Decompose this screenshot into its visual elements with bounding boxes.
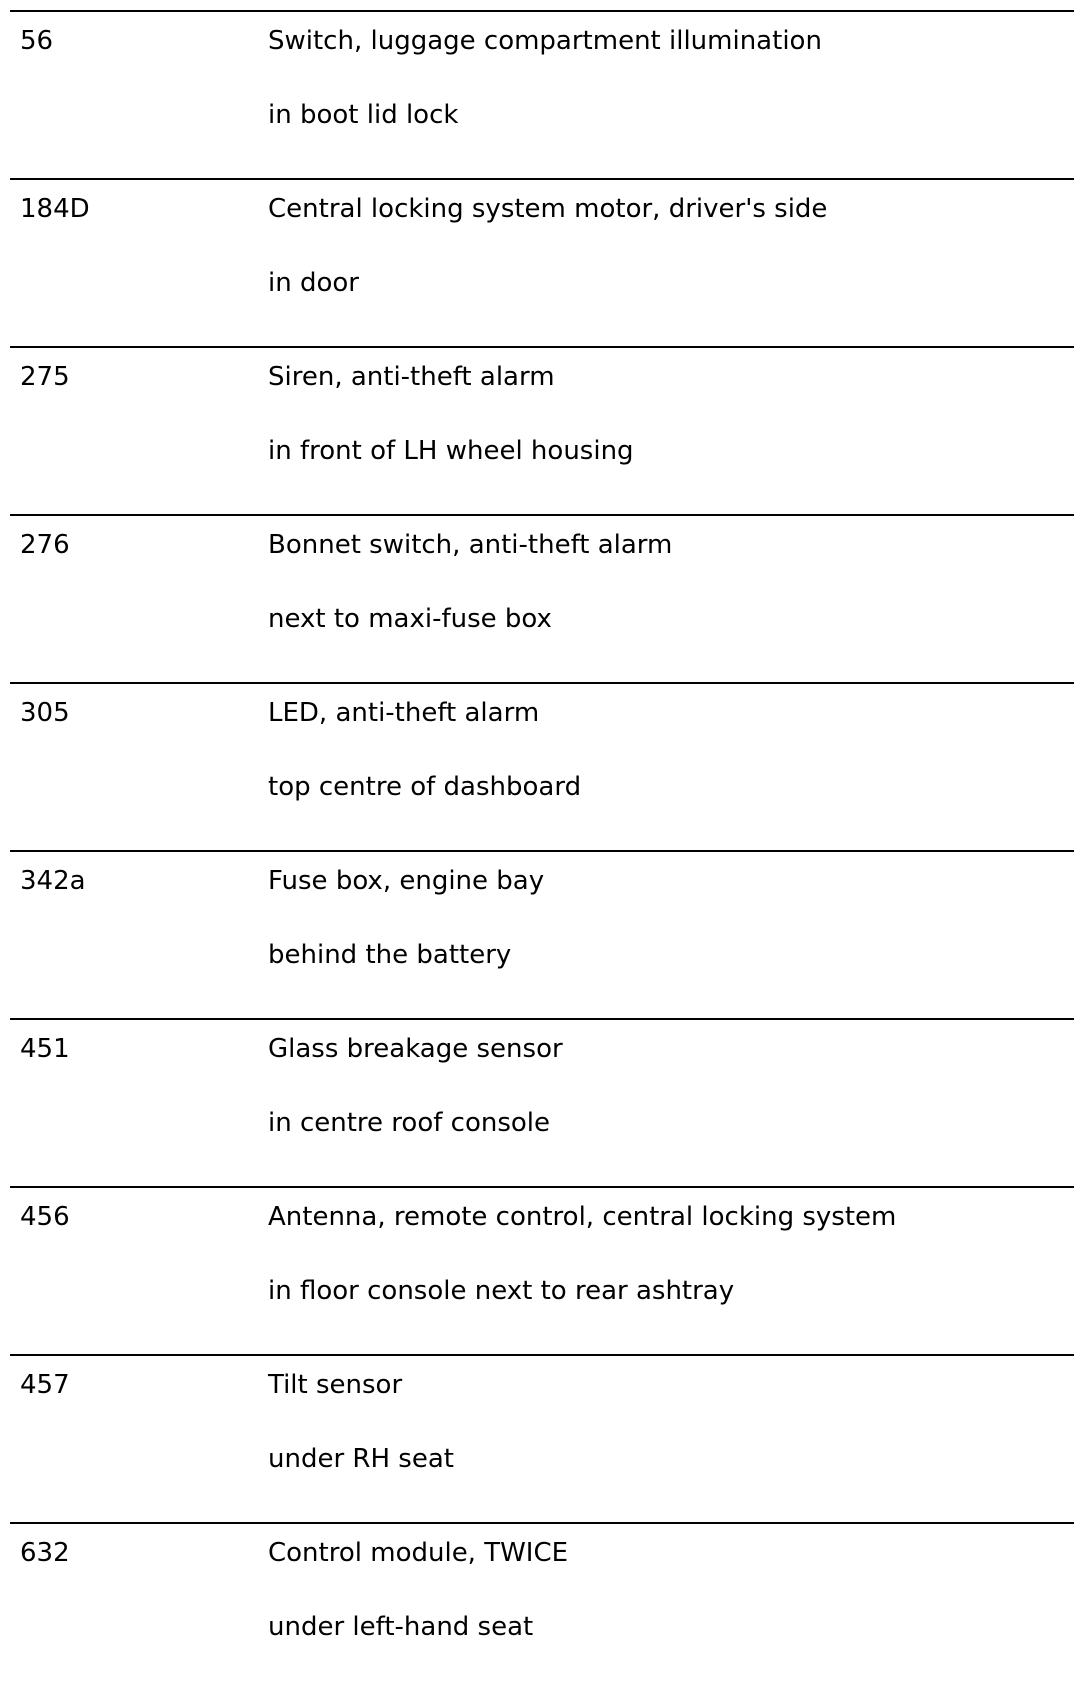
- component-name: Glass breakage sensor: [268, 1034, 563, 1064]
- component-location: in door: [268, 268, 359, 298]
- component-row: [10, 514, 1074, 682]
- component-number: 457: [20, 1370, 70, 1400]
- component-name: Bonnet switch, anti-theft alarm: [268, 530, 673, 560]
- component-row: [10, 1186, 1074, 1354]
- component-row: [10, 178, 1074, 346]
- component-location: behind the battery: [268, 940, 512, 970]
- component-name: Switch, luggage compartment illumination: [268, 26, 822, 56]
- component-row: [10, 850, 1074, 1018]
- component-name: Siren, anti-theft alarm: [268, 362, 555, 392]
- component-location: under left-hand seat: [268, 1612, 534, 1642]
- component-name: Antenna, remote control, central locking system: [268, 1202, 897, 1232]
- component-location: under RH seat: [268, 1444, 454, 1474]
- component-number: 632: [20, 1538, 70, 1568]
- component-row: [10, 1522, 1074, 1690]
- component-name: Fuse box, engine bay: [268, 866, 545, 896]
- component-number: 275: [20, 362, 70, 392]
- component-location: next to maxi-fuse box: [268, 604, 552, 634]
- component-location: in floor console next to rear ashtray: [268, 1276, 735, 1306]
- component-number: 451: [20, 1034, 70, 1064]
- component-location: top centre of dashboard: [268, 772, 582, 802]
- component-name: Control module, TWICE: [268, 1538, 569, 1568]
- component-row: [10, 10, 1074, 178]
- component-name: Central locking system motor, driver's side: [268, 194, 828, 224]
- component-location: in boot lid lock: [268, 100, 459, 130]
- component-number: 342a: [20, 866, 86, 896]
- component-table: [10, 10, 1074, 1690]
- component-row: [10, 1354, 1074, 1522]
- component-location: in centre roof console: [268, 1108, 551, 1138]
- component-name: LED, anti-theft alarm: [268, 698, 540, 728]
- component-row: [10, 682, 1074, 850]
- component-number: 456: [20, 1202, 70, 1232]
- component-number: 184D: [20, 194, 90, 224]
- component-row: [10, 1018, 1074, 1186]
- component-number: 305: [20, 698, 70, 728]
- component-number: 276: [20, 530, 70, 560]
- component-number: 56: [20, 26, 54, 56]
- component-location: in front of LH wheel housing: [268, 436, 634, 466]
- component-name: Tilt sensor: [268, 1370, 403, 1400]
- component-row: [10, 346, 1074, 514]
